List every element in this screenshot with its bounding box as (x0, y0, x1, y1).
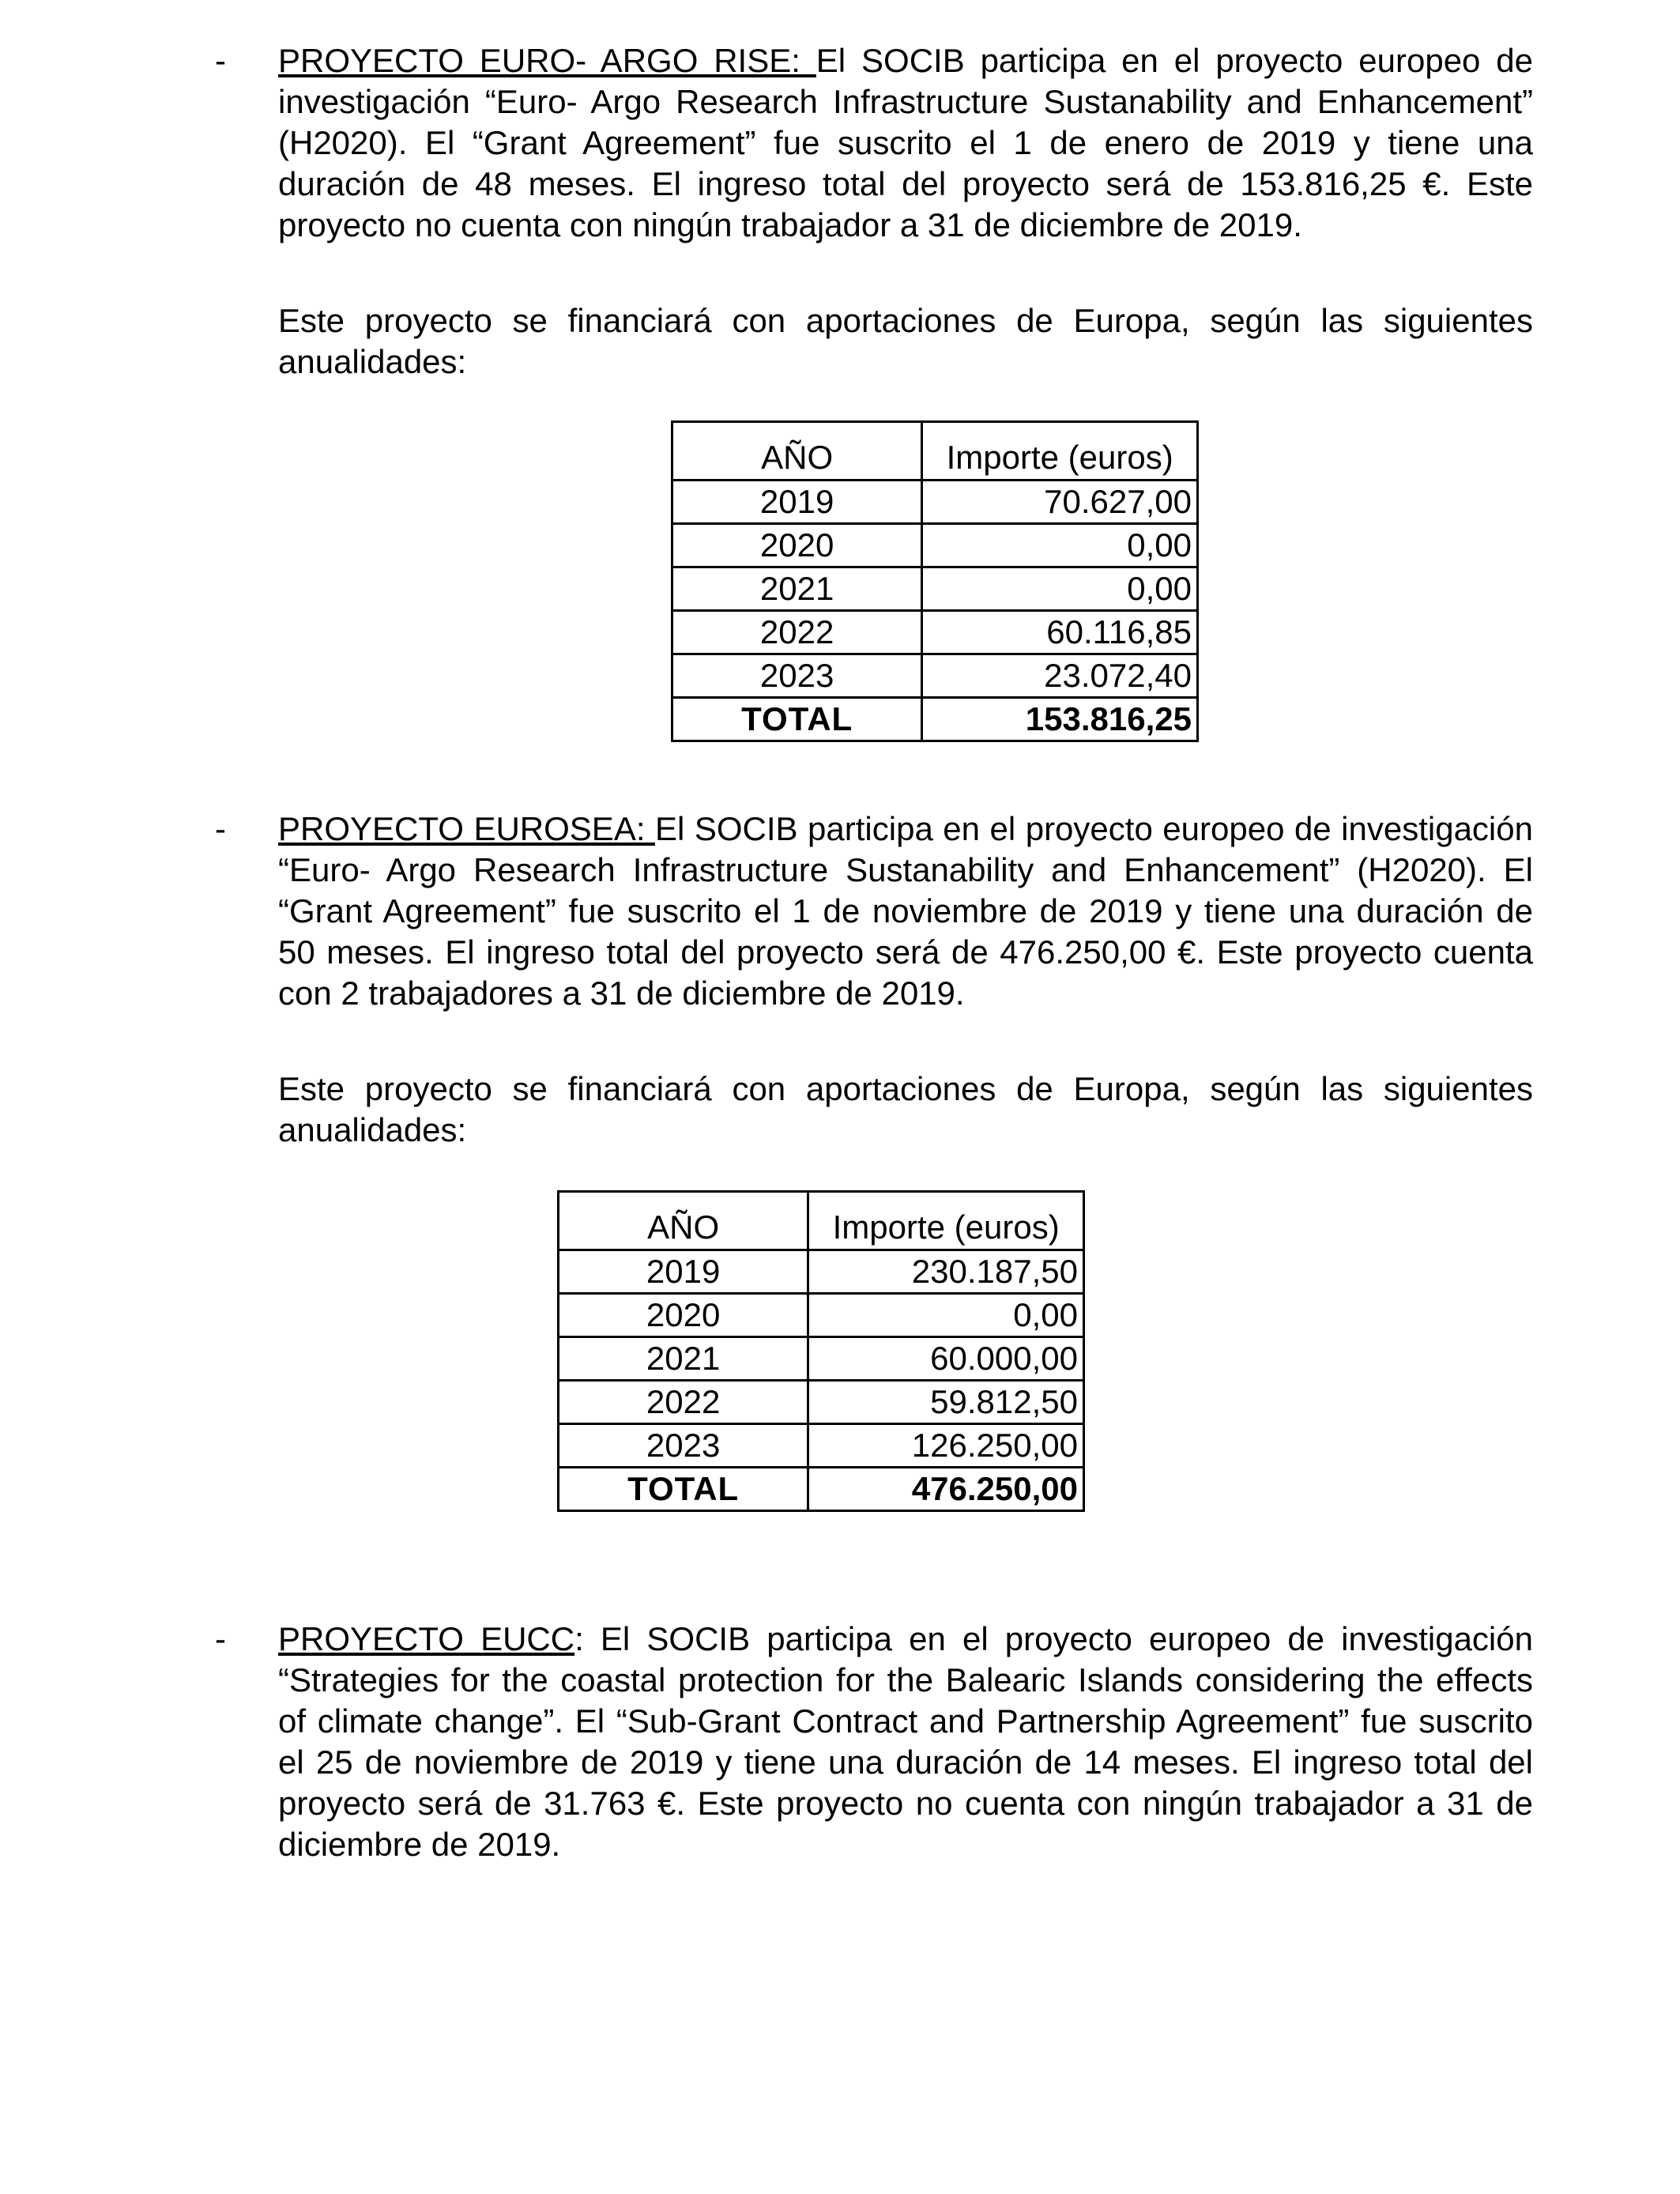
list-bullet: - (215, 42, 226, 79)
project-text: El SOCIB participa en el proyecto europeo de investigación “Euro- Argo Research Infrastructure Sustanability and Enhancement” (H2020). El “Grant Agreement” fue suscrito el 1 de enero de 2019 y tiene una duración de 48 meses. El ingreso total del proyecto será de 153.816,25 €. Este proyecto no cuenta con ningún trabajador a 31 de diciembre de 2019. (278, 42, 1533, 243)
project-title: PROYECTO EURO- ARGO RISE: (278, 42, 816, 79)
table-row (672, 611, 1198, 654)
table-row (672, 481, 1198, 524)
project-description (278, 40, 1533, 246)
table-row (672, 524, 1198, 567)
cell-amount: 60.116,85 (922, 611, 1198, 654)
project-description (278, 1619, 1533, 1865)
cell-amount: 23.072,40 (922, 654, 1198, 698)
table-total-row (559, 1468, 1084, 1511)
annuity-table (671, 420, 1199, 742)
project-description (278, 809, 1533, 1014)
annuity-table (557, 1190, 1085, 1512)
cell-amount: 70.627,00 (922, 481, 1198, 524)
total-amount: 476.250,00 (808, 1468, 1084, 1511)
table-header-row (559, 1192, 1084, 1250)
cell-year: 2021 (559, 1337, 808, 1381)
cell-year: 2019 (559, 1250, 808, 1294)
column-header-year: AÑO (559, 1192, 808, 1250)
cell-year: 2020 (559, 1294, 808, 1337)
table-total-row (672, 698, 1198, 741)
cell-year: 2022 (672, 611, 922, 654)
column-header-amount: Importe (euros) (808, 1192, 1084, 1250)
table-row (559, 1337, 1084, 1381)
total-amount: 153.816,25 (922, 698, 1198, 741)
project-title: PROYECTO EUCC (278, 1620, 575, 1657)
table-row (559, 1424, 1084, 1468)
table-row (559, 1294, 1084, 1337)
cell-year: 2019 (672, 481, 922, 524)
project-text: : El SOCIB participa en el proyecto europeo de investigación “Strategies for the coastal protection for the Balearic Islands considering the effects of climate change”. El “Sub-Grant Contract and Partnership Agreement” fue suscrito el 25 de noviembre de 2019 y tiene una duración de 14 meses. El ingreso total del proyecto será de 31.763 €. Este proyecto no cuenta con ningún trabajador a 31 de diciembre de 2019. (278, 1620, 1533, 1863)
list-bullet: - (215, 810, 226, 847)
cell-amount: 59.812,50 (808, 1381, 1084, 1424)
cell-year: 2022 (559, 1381, 808, 1424)
list-bullet: - (215, 1620, 226, 1657)
cell-amount: 60.000,00 (808, 1337, 1084, 1381)
cell-amount: 0,00 (808, 1294, 1084, 1337)
financing-paragraph: Este proyecto se financiará con aportaciones de Europa, según las siguientes anualidades: (278, 302, 1533, 380)
column-header-year: AÑO (672, 422, 922, 481)
table-row (672, 654, 1198, 698)
cell-amount: 230.187,50 (808, 1250, 1084, 1294)
table-row (559, 1381, 1084, 1424)
cell-amount: 126.250,00 (808, 1424, 1084, 1468)
total-label: TOTAL (559, 1468, 808, 1511)
total-label: TOTAL (672, 698, 922, 741)
table-row (672, 567, 1198, 611)
table-header-row (672, 422, 1198, 481)
cell-year: 2020 (672, 524, 922, 567)
table-row (559, 1250, 1084, 1294)
cell-year: 2023 (559, 1424, 808, 1468)
column-header-amount: Importe (euros) (922, 422, 1198, 481)
project-text: El SOCIB participa en el proyecto europeo de investigación “Euro- Argo Research Infrastructure Sustanability and Enhancement” (H2020). El “Grant Agreement” fue suscrito el 1 de noviembre de 2019 y tiene una duración de 50 meses. El ingreso total del proyecto será de 476.250,00 €. Este proyecto cuenta con 2 trabajadores a 31 de diciembre de 2019. (278, 810, 1533, 1012)
cell-amount: 0,00 (922, 567, 1198, 611)
cell-year: 2023 (672, 654, 922, 698)
financing-paragraph: Este proyecto se financiará con aportaciones de Europa, según las siguientes anualidades: (278, 1070, 1533, 1148)
cell-year: 2021 (672, 567, 922, 611)
project-title: PROYECTO EUROSEA: (278, 810, 655, 847)
cell-amount: 0,00 (922, 524, 1198, 567)
